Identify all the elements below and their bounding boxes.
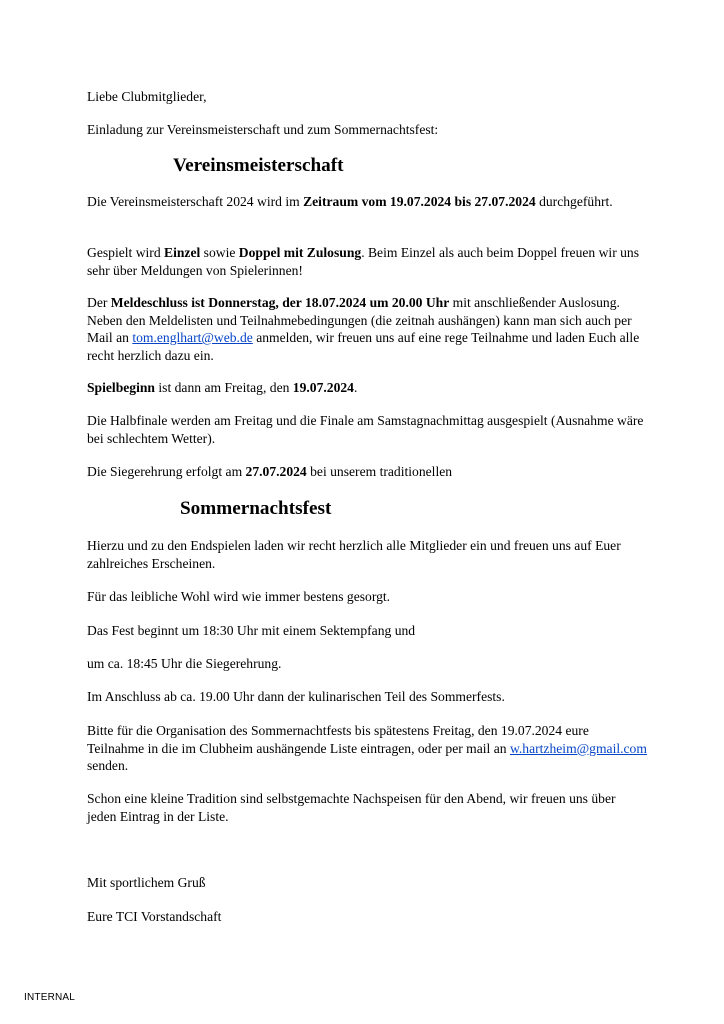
heading-vereinsmeisterschaft: Vereinsmeisterschaft (173, 155, 344, 176)
text-run: . Beim Einzel als auch beim Doppel freuen wir uns sehr über Meldungen von Spielerinnen! (87, 245, 640, 278)
paragraph-siegerehrung-zeit: um ca. 18:45 Uhr die Siegerehrung. (87, 656, 282, 671)
paragraph-finale: Die Halbfinale werden am Freitag und die Finale am Samstagnachmittag ausgespielt (Ausnahme wäre bei schlechtem Wetter). (87, 413, 644, 446)
greeting: Liebe Clubmitglieder, (87, 89, 207, 104)
bold-run: Zeitraum vom 19.07.2024 bis 27.07.2024 (303, 194, 536, 209)
text-run: senden. (87, 758, 129, 774)
paragraph-meldeschluss (87, 294, 647, 364)
paragraph-wohl: Für das leibliche Wohl wird wie immer bestens gesorgt. (87, 589, 391, 604)
text-run: Der (87, 295, 111, 310)
text-run: Die Vereinsmeisterschaft 2024 wird im (87, 194, 304, 209)
paragraph-anschluss: Im Anschluss ab ca. 19.00 Uhr dann der kulinarischen Teil des Sommerfests. (87, 689, 505, 704)
paragraph-organisation (87, 722, 647, 775)
heading-sommernachtsfest: Sommernachtsfest (180, 498, 332, 519)
paragraph-nachspeisen: Schon eine kleine Tradition sind selbstgemachte Nachspeisen für den Abend, wir freuen uns über jeden Eintrag in der Liste. (87, 791, 616, 824)
text-run: ist dann am Freitag, den (155, 380, 293, 395)
paragraph-siegerehrung (87, 463, 647, 481)
email-link-englhart[interactable]: tom.englhart@web.de (132, 330, 253, 346)
text-run: Gespielt wird (87, 245, 165, 260)
email-link-hartzheim[interactable]: w.hartzheim@gmail.com (509, 740, 647, 756)
text-run: durchgeführt. (535, 194, 613, 209)
bold-run: 19.07.2024 (292, 380, 354, 395)
text-run: anmelden, wir freuen uns auf eine rege Teilnahme und laden Euch alle recht herzlich dazu ein. (87, 330, 640, 363)
signature: Eure TCI Vorstandschaft (87, 909, 222, 924)
closing: Mit sportlichem Gruß (87, 875, 206, 890)
text-run: Die Siegerehrung erfolgt am (87, 464, 246, 479)
paragraph-fest-beginn: Das Fest beginnt um 18:30 Uhr mit einem Sektempfang und (87, 623, 416, 638)
intro-line: Einladung zur Vereinsmeisterschaft und zum Sommernachtsfest: (87, 122, 439, 137)
bold-run: Einzel (164, 245, 201, 260)
text-run: . (353, 380, 358, 395)
paragraph-spielmodus (87, 244, 647, 279)
bold-run: 27.07.2024 (245, 464, 307, 479)
text-run: bei unserem traditionellen (306, 464, 453, 479)
bold-run: Spielbeginn (87, 380, 155, 395)
text-run: Bitte für die Organisation des Sommernachtfests bis spätestens Freitag, den 19.07.2024 eure Teilnahme in die im Clubheim aushängende Liste eintragen, oder per mail an (87, 723, 589, 756)
paragraph-einladung: Hierzu und zu den Endspielen laden wir recht herzlich alle Mitglieder ein und freuen uns auf Euer zahlreiches Erscheinen. (87, 538, 621, 571)
text-run: sowie (200, 245, 239, 260)
classification-label: INTERNAL (24, 992, 76, 1003)
paragraph-zeitraum (87, 193, 647, 211)
bold-run: Doppel mit Zulosung (238, 245, 362, 260)
paragraph-spielbeginn (87, 379, 647, 397)
bold-run: Meldeschluss ist Donnerstag, der 18.07.2024 um 20.00 Uhr (110, 295, 450, 310)
text-run: mit anschließender Auslosung. Neben den Meldelisten und Teilnahmebedingungen (die zeitnah aushängen) kann man sich auch per Mail an (87, 295, 632, 346)
